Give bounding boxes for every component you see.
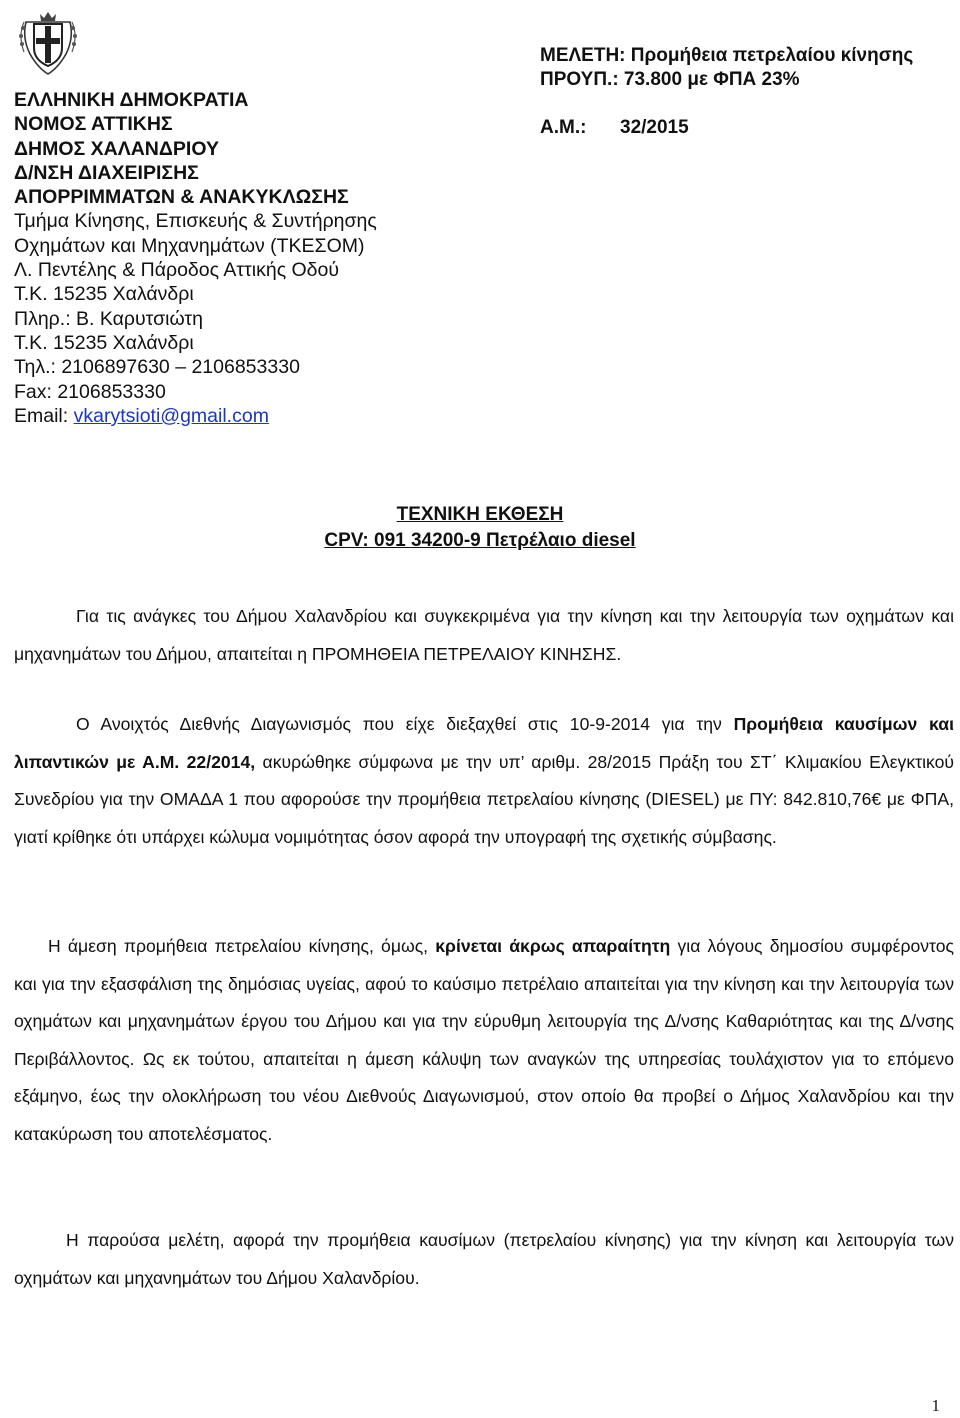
study-title: ΜΕΛΕΤΗ: Προμήθεια πετρελαίου κίνησης <box>540 45 914 66</box>
paragraph-tender-cancellation <box>14 706 954 856</box>
paragraph-needs-text: Για τις ανάγκες του Δήμου Χαλανδρίου και συγκεκριμένα για την κίνηση και την λειτουργία των οχημάτων και μηχανημάτων του Δήμου, απαιτείται η ΠΡΟΜΗΘΕΙΑ ΠΕΤΡΕΛΑΙΟΥ ΚΙΝΗΣΗΣ. <box>14 606 954 664</box>
paragraph-urgency-text-bold: κρίνεται άκρως απαραίτητη <box>435 936 671 956</box>
email-label: Email: <box>14 404 74 427</box>
prefecture-line: ΝΟΜΟΣ ΑΤΤΙΚΗΣ <box>14 113 173 136</box>
directorate-line: Δ/ΝΣΗ ΔΙΑΧΕΙΡΙΣΗΣ <box>14 161 199 184</box>
paragraph-scope-text: Η παρούσα μελέτη, αφορά την προμήθεια καυσίμων (πετρελαίου κίνησης) για την κίνηση και λειτουργία των οχημάτων και μηχανημάτων του Δήμου Χαλανδρίου. <box>14 1230 954 1288</box>
budget-line: ΠΡΟΥΠ.: 73.800 με ΦΠΑ 23% <box>540 69 800 90</box>
paragraph-urgency <box>14 928 954 1153</box>
postal-code-line: Τ.Κ. 15235 Χαλάνδρι <box>14 283 194 306</box>
paragraph-tender-text-a: Ο Ανοιχτός Διεθνής Διαγωνισμός που είχε διεξαχθεί στις 10-9-2014 για την <box>76 714 734 734</box>
study-info-block <box>540 44 955 92</box>
am-number: 32/2015 <box>620 117 689 138</box>
paragraph-tender-text-bold: Προμήθεια καυσίμων και λιπαντικών με Α.Μ. 22/2014, <box>14 714 954 772</box>
department-line-2: Οχημάτων και Μηχανημάτων (ΤΚΕΣΟΜ) <box>14 234 365 257</box>
cpv-code: CPV: 091 34200-9 Πετρέλαιο diesel <box>324 530 636 551</box>
report-title: ΤΕΧΝΙΚΗ ΕΚΘΕΣΗ <box>396 504 564 525</box>
municipality-line: ΔΗΜΟΣ ΧΑΛΑΝΔΡΙΟΥ <box>14 137 219 160</box>
phone-line: Τηλ.: 2106897630 – 2106853330 <box>14 356 300 379</box>
postal-code-line-2: Τ.Κ. 15235 Χαλάνδρι <box>14 331 194 354</box>
report-title-block <box>0 502 960 554</box>
paragraph-urgency-text-c: για λόγους δημοσίου συμφέροντος και για την εξασφάλιση της δημόσιας υγείας, αφού το καύσιμο πετρέλαιο απαιτείται για την κίνηση και την λειτουργία των οχημάτων και μηχανημάτων έργου του Δήμου και για την εύρυθμη λειτουργία της Δ/νσης Καθαριότητας και της Δ/νσης Περιβάλλοντος. Ως εκ τούτου, απαιτείται η άμεση κάλυψη των αναγκών της υπηρεσίας τουλάχιστον για το επόμενο εξάμηνο, έως την ολοκλήρωση του νέου Διεθνούς Διαγωνισμού, στον οποίο θα προβεί ο Δήμος Χαλανδρίου και την κατακύρωση του αποτελέσματος. <box>14 936 954 1144</box>
contact-person-line: Πληρ.: Β. Καρυτσιώτη <box>14 307 203 330</box>
issuer-block <box>14 88 474 428</box>
paragraph-scope <box>14 1222 954 1297</box>
directorate-line-2: ΑΠΟΡΡΙΜΜΑΤΩΝ & ΑΝΑΚΥΚΛΩΣΗΣ <box>14 186 349 209</box>
greek-emblem-icon <box>16 8 80 80</box>
paragraph-urgency-text-a: Η άμεση προμήθεια πετρελαίου κίνησης, όμως, <box>48 936 436 956</box>
email-link[interactable]: vkarytsioti@gmail.com <box>73 404 269 427</box>
republic-line: ΕΛΛΗΝΙΚΗ ΔΗΜΟΚΡΑΤΙΑ <box>14 89 249 111</box>
paragraph-tender-text-c: ακυρώθηκε σύμφωνα με την υπ’ αριθμ. 28/2015 Πράξη του ΣΤ΄ Κλιμακίου Ελεγκτικού Συνεδρίου για την ΟΜΑΔΑ 1 που αφορούσε την προμήθεια πετρελαίου κίνησης (DIESEL) με ΠΥ: 842.810,76€ με ΦΠΑ, γιατί κρίθηκε ότι υπάρχει κώλυμα νομιμότητας όσον αφορά την υπογραφή της σχετικής σύμβασης. <box>14 751 954 847</box>
department-line: Τμήμα Κίνησης, Επισκευής & Συντήρησης <box>14 210 377 233</box>
address-line: Λ. Πεντέλης & Πάροδος Αττικής Οδού <box>14 259 340 282</box>
page-number: 1 <box>931 1396 940 1415</box>
am-label: Α.Μ.: <box>540 117 587 138</box>
registration-number-line <box>540 117 689 139</box>
email-line <box>14 404 474 428</box>
fax-line: Fax: 2106853330 <box>14 380 166 403</box>
paragraph-needs <box>14 598 954 673</box>
